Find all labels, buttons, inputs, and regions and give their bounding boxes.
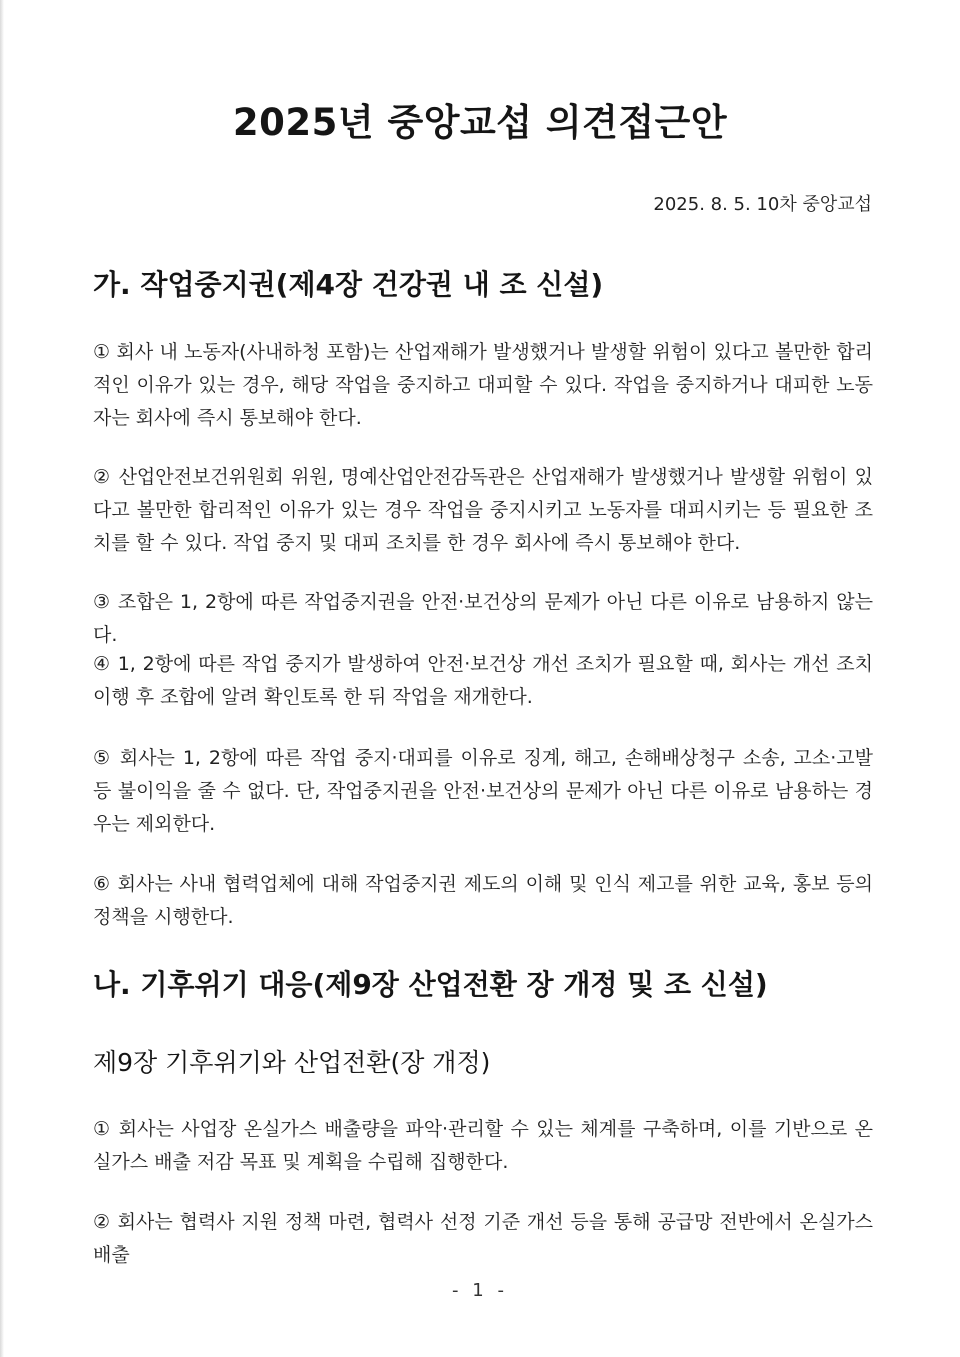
clause-number: ⑤ (93, 747, 112, 769)
clause-number: ① (93, 1118, 112, 1140)
clause-text: 조합은 1, 2항에 따른 작업중지권을 안전·보건상의 문제가 아닌 다른 이유로 남용하지 않는다. (93, 591, 873, 646)
clause-item (93, 742, 873, 841)
clause-text: 회사는 1, 2항에 따른 작업 중지·대피를 이유로 징계, 해고, 손해배상청구 소송, 고소·고발 등 불이익을 줄 수 없다. 단, 작업중지권을 안전·보건상의 문제가 아닌 다른 이유로 남용하는 경우는 제외한다. (93, 747, 873, 835)
clause-text: 회사는 사내 협력업체에 대해 작업중지권 제도의 이해 및 인식 제고를 위한 교육, 홍보 등의 정책을 시행한다. (93, 873, 873, 928)
section-heading-work-stoppage: 가. 작업중지권(제4장 건강권 내 조 신설) (93, 268, 604, 301)
clause-number: ① (93, 341, 111, 363)
clause-item (93, 868, 873, 934)
clause-item (93, 1113, 873, 1179)
clause-number: ⑥ (93, 873, 111, 895)
clause-item (93, 648, 873, 714)
clause-item (93, 586, 873, 652)
clause-number: ③ (93, 591, 111, 613)
clause-text: 회사 내 노동자(사내하청 포함)는 산업재해가 발생했거나 발생할 위험이 있다고 볼만한 합리적인 이유가 있는 경우, 해당 작업을 중지하고 대피할 수 있다. 작업을 중지하거나 대피한 노동자는 회사에 즉시 통보해야 한다. (93, 341, 873, 429)
document-title: 2025년 중앙교섭 의견접근안 (232, 101, 728, 144)
clause-item (93, 336, 873, 435)
clause-number: ④ (93, 653, 111, 675)
clause-item (93, 1206, 873, 1272)
clause-text: 회사는 협력사 지원 정책 마련, 협력사 선정 기준 개선 등을 통해 공급망 전반에서 온실가스 배출 (93, 1211, 873, 1266)
clause-text: 산업안전보건위원회 위원, 명예산업안전감독관은 산업재해가 발생했거나 발생할 위험이 있다고 볼만한 합리적인 이유가 있는 경우 작업을 중지시키고 노동자를 대피시키는 등 필요한 조치를 할 수 있다. 작업 중지 및 대피 조치를 한 경우 회사에 즉시 통보해야 한다. (93, 466, 873, 554)
clause-number: ② (93, 1211, 111, 1233)
clause-number: ② (93, 466, 112, 488)
section-heading-climate-crisis: 나. 기후위기 대응(제9장 산업전환 장 개정 및 조 신설) (93, 968, 768, 1001)
chapter-subheading: 제9장 기후위기와 산업전환(장 개정) (93, 1048, 491, 1077)
clause-text: 회사는 사업장 온실가스 배출량을 파악·관리할 수 있는 체계를 구축하며, 이를 기반으로 온실가스 배출 저감 목표 및 계획을 수립해 집행한다. (93, 1118, 873, 1173)
clause-item (93, 461, 873, 560)
meeting-date: 2025. 8. 5. 10차 중앙교섭 (653, 194, 872, 215)
clause-text: 1, 2항에 따른 작업 중지가 발생하여 안전·보건상 개선 조치가 필요할 때, 회사는 개선 조치 이행 후 조합에 알려 확인토록 한 뒤 작업을 재개한다. (93, 653, 873, 708)
scan-edge-shadow (0, 0, 4, 1357)
page-number: - 1 - (452, 1280, 508, 1301)
